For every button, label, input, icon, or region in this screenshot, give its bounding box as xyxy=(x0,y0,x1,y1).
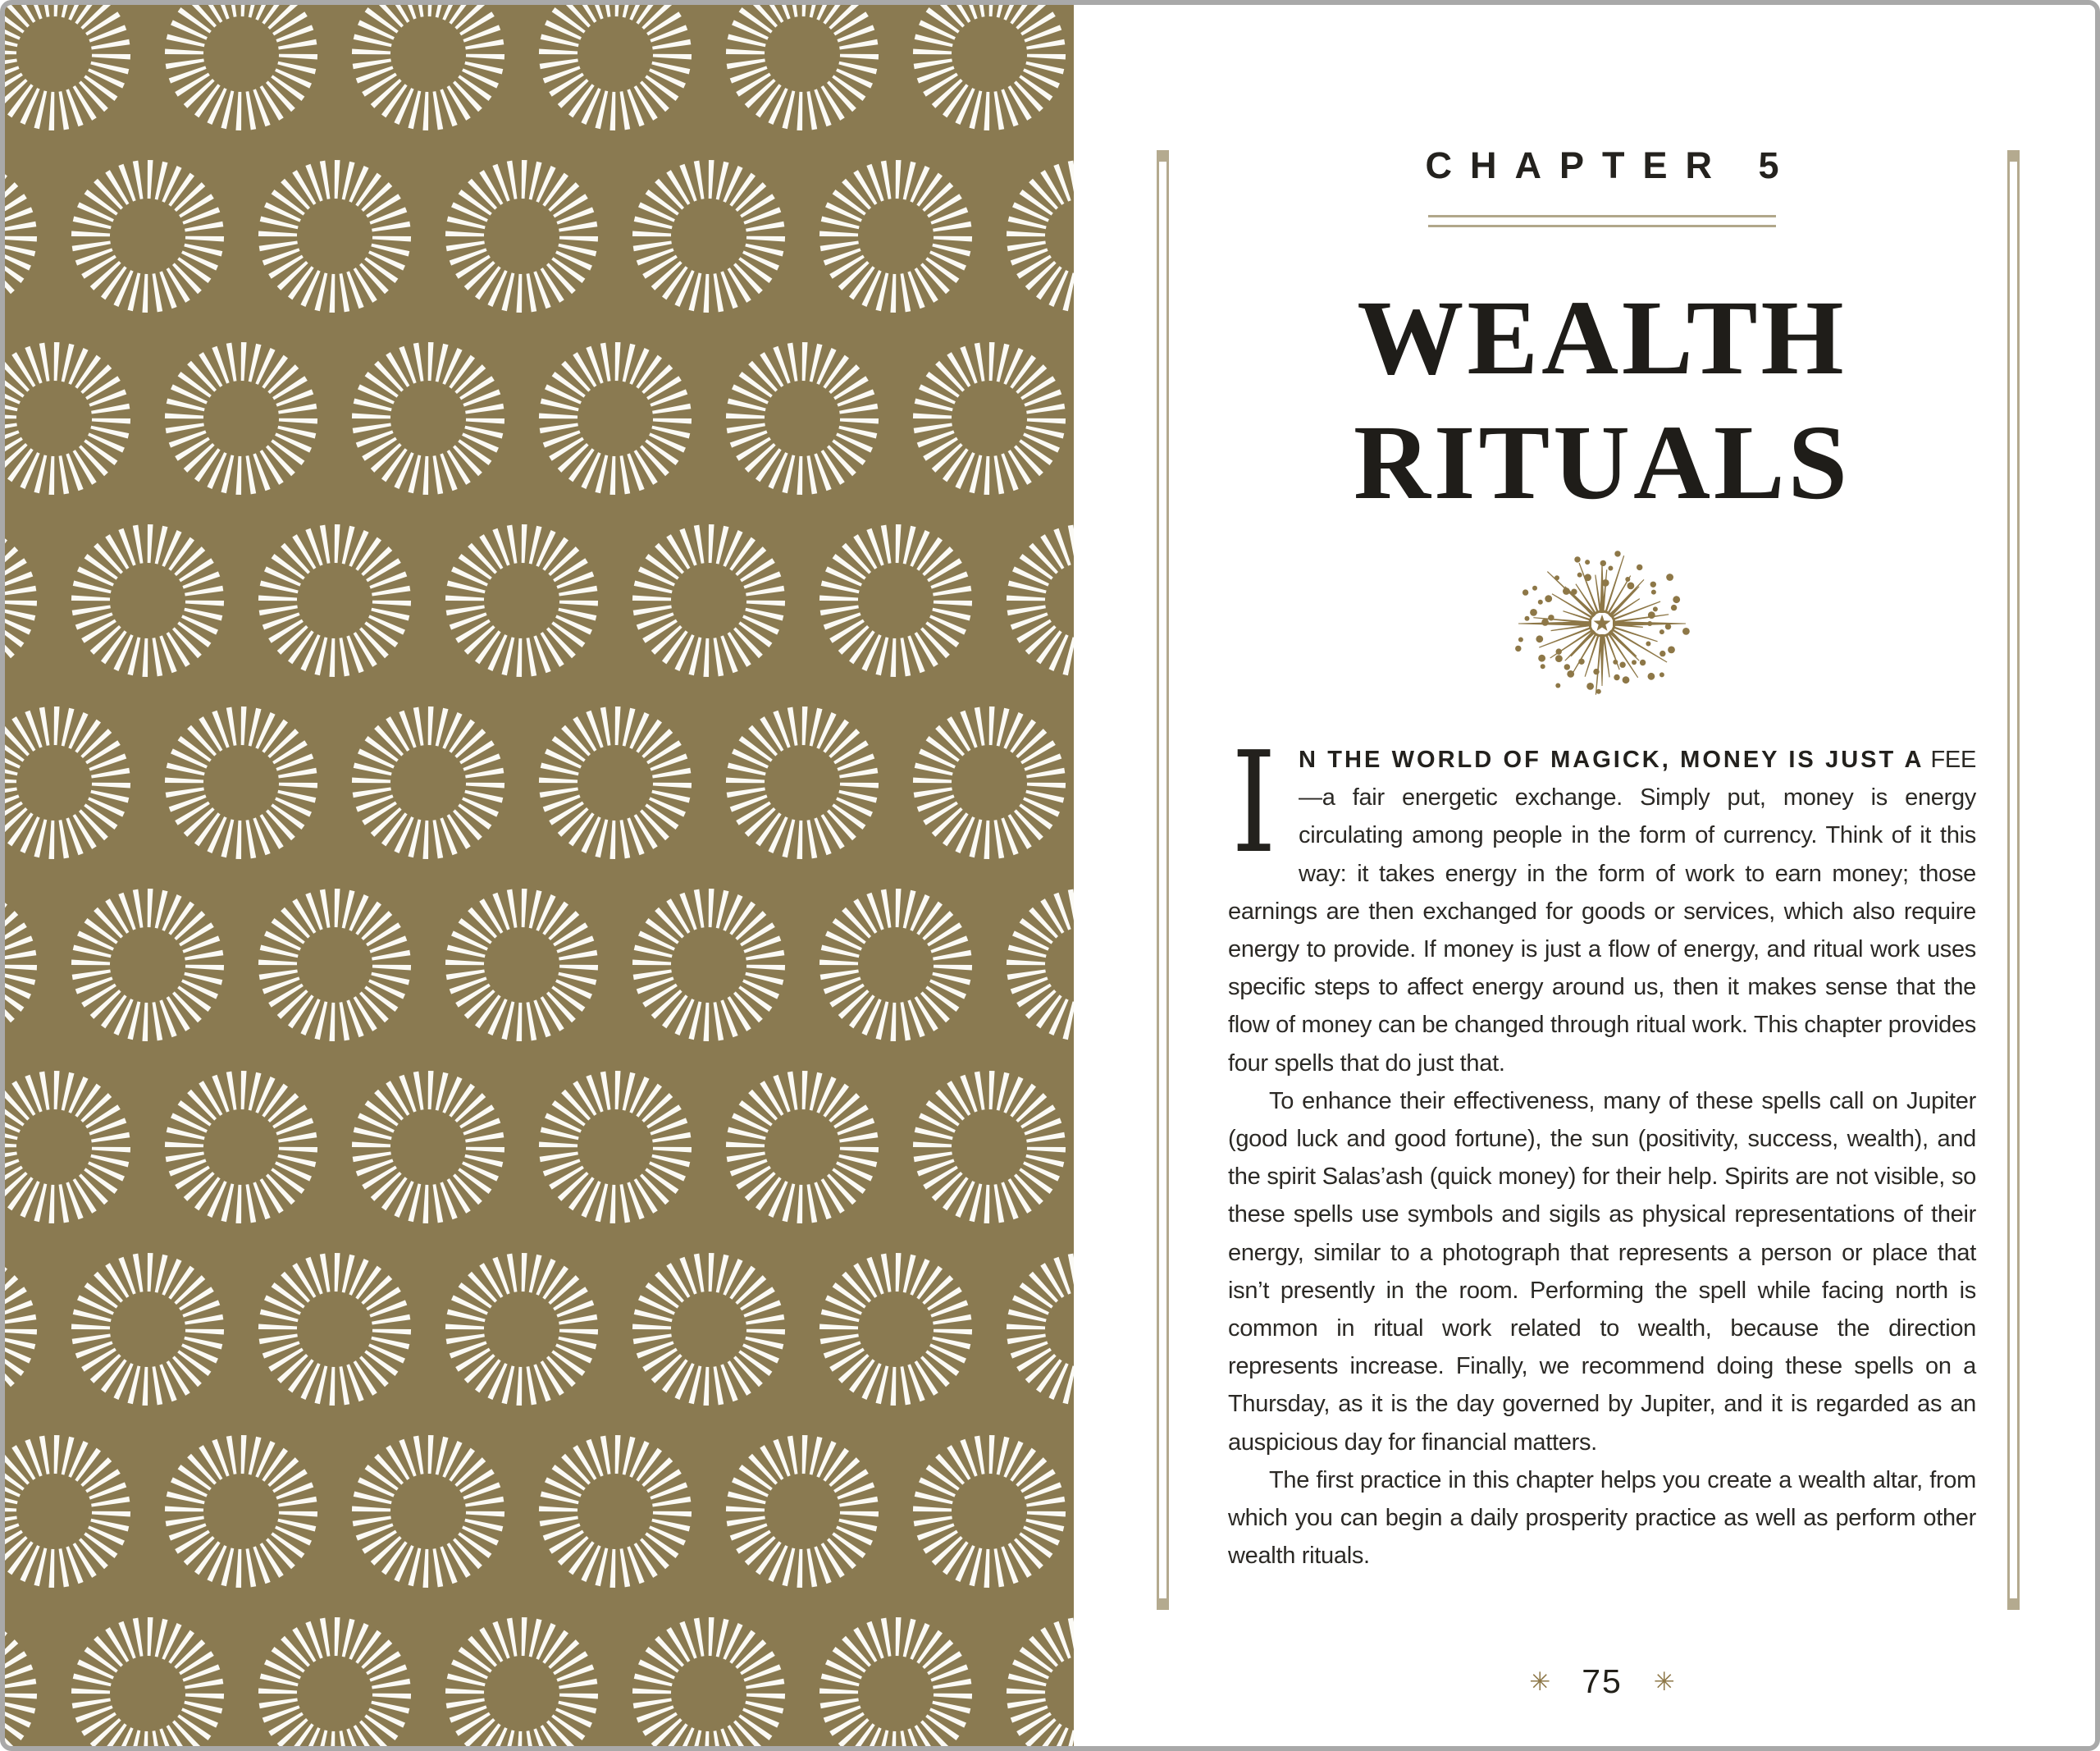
paragraph-1-text: FEE—a fair energetic exchange. Simply put, money is energy circulating among people in the form of currency. Think of it this way: it takes energy in the form of work to earn money; those earnings are then exchanged for goods or services, which also require energy to provide. If money is just a flow of energy, and ritual work uses specific steps to affect energy around us, then it makes sense that the flow of money can be changed through ritual work. This chapter provides four spells that do just that. xyxy=(1228,747,1976,1077)
chapter-title-line2: RITUALS xyxy=(1354,404,1851,523)
page-number: 75 xyxy=(1582,1662,1623,1700)
asterisk-star-icon: ✳ xyxy=(1529,1667,1551,1696)
left-vertical-rule xyxy=(1157,151,1169,1609)
starburst-ornament-icon xyxy=(1510,548,1694,709)
chapter-content xyxy=(1184,5,2020,1746)
rule-cap-icon xyxy=(1157,150,1169,162)
page-footer xyxy=(1184,1662,2020,1701)
paragraph-1 xyxy=(1228,722,1976,1082)
paragraph-3: The first practice in this chapter helps you create a wealth altar, from which you can begin a daily prosperity practice as well as perform other wealth rituals. xyxy=(1228,1466,1976,1570)
chapter-title xyxy=(1184,276,2020,525)
drop-cap: I xyxy=(1231,722,1276,885)
body-text xyxy=(1228,722,1976,1575)
paragraph-2: To enhance their effectiveness, many of these spells call on Jupiter (good luck and good fortune), the sun (positivity, success, wealth), and the spirit Salas’ash (quick money) for their help. Spirits are not visible, so these spells use symbols and sigils as physical representations of their energy, similar to a photograph that represents a person or place that isn’t presently in the room. Performing the spell while facing north is common in ritual work related to wealth, because the direction represents increase. Finally, we recommend doing these spells on a Thursday, as it is the day governed by Jupiter, and it is regarded as an auspicious day for financial matters. xyxy=(1228,1087,1976,1456)
left-page-endpaper xyxy=(5,5,1074,1746)
chapter-label: CHAPTER 5 xyxy=(1425,144,1797,186)
sunburst-pattern xyxy=(5,5,1074,1746)
double-rule-divider xyxy=(1428,215,1776,227)
lead-in-caps: N THE WORLD OF MAGICK, MONEY IS JUST A xyxy=(1299,747,1924,773)
asterisk-star-icon: ✳ xyxy=(1653,1667,1675,1696)
chapter-title-line1: WEALTH xyxy=(1357,279,1847,397)
rule-cap-icon xyxy=(1157,1598,1169,1610)
